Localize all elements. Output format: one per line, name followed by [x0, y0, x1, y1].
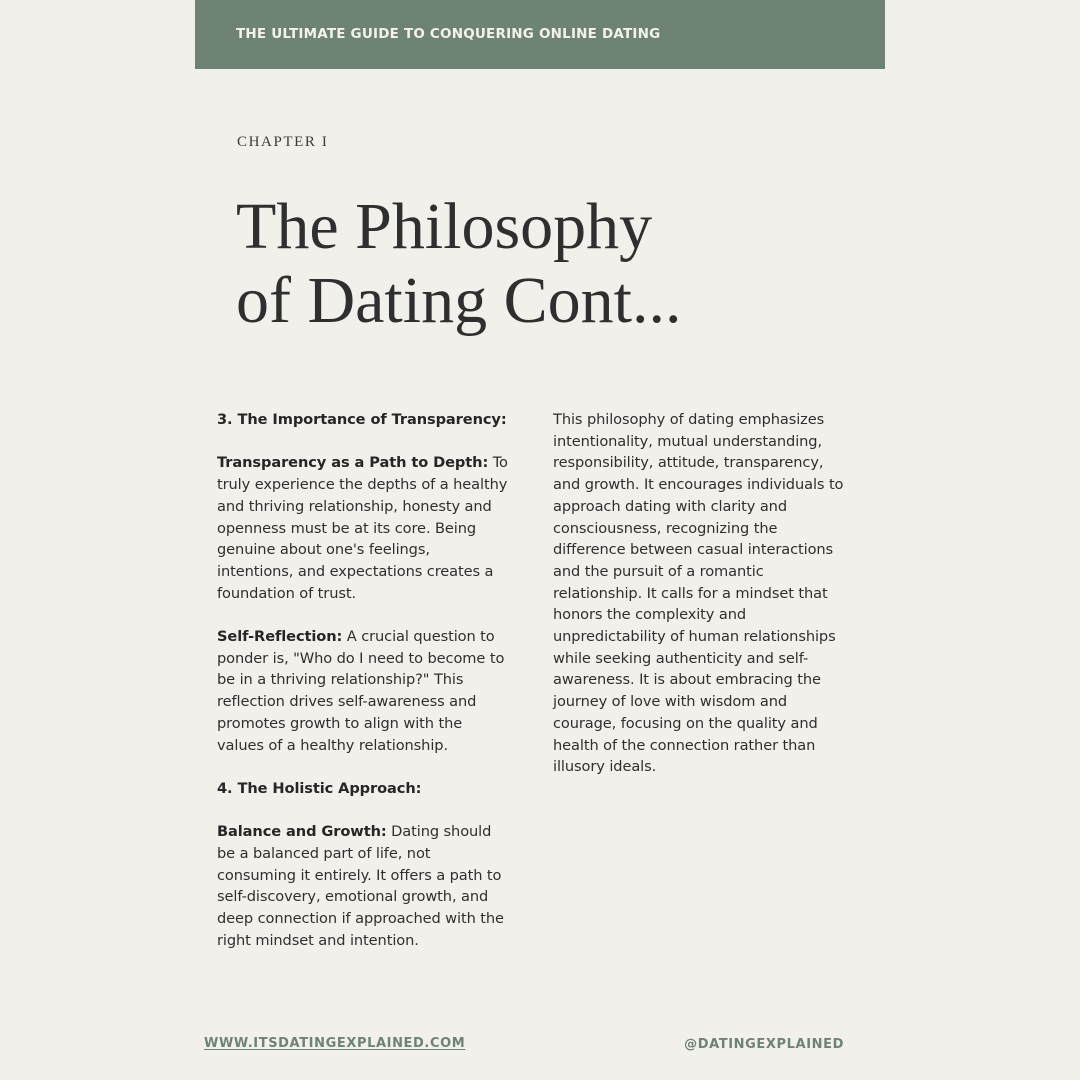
page-title-line-1: The Philosophy [236, 190, 653, 263]
section-heading-holistic: 4. The Holistic Approach: [217, 779, 422, 797]
page-title-line-2: of Dating Cont... [236, 264, 682, 337]
page-title [236, 190, 681, 338]
header-banner [195, 0, 885, 69]
paragraph-balance-growth: Balance and Growth: Dating should be a balanced part of life, not consuming it entirely. It offers a path to self-discovery, emotional growth, and deep connection if approached with the right mindset and intention. [217, 823, 504, 949]
paragraph-transparency-depth: Transparency as a Path to Depth: To truly experience the depths of a healthy and thriving relationship, honesty and openness must be at its core. Being genuine about one's feelings, intentions, and expectations creates a foundation of trust. [217, 454, 508, 602]
guide-title: THE ULTIMATE GUIDE TO CONQUERING ONLINE DATING [236, 26, 661, 42]
section-heading-transparency: 3. The Importance of Transparency: [217, 411, 507, 428]
social-handle: @DATINGEXPLAINED [684, 1037, 844, 1052]
right-column [553, 409, 848, 778]
paragraph-philosophy-summary: This philosophy of dating emphasizes intentionality, mutual understanding, responsibility, attitude, transparency, and growth. It encourages individuals to approach dating with clarity and consciousness, recognizing the difference between casual interactions and the pursuit of a romantic relationship. It calls for a mindset that honors the complexity and unpredictability of human relationships while seeking authenticity and self-awareness. It is about embracing the journey of love with wisdom and courage, focusing on the quality and health of the connection rather than illusory ideals. [553, 411, 844, 776]
chapter-label: CHAPTER I [237, 134, 329, 150]
paragraph-self-reflection: Self-Reflection: A crucial question to ponder is, "Who do I need to become to be in a thriving relationship?" This reflection drives self-awareness and promotes growth to align with the values of a healthy relationship. [217, 628, 505, 754]
left-column [217, 409, 509, 952]
website-link[interactable]: WWW.ITSDATINGEXPLAINED.COM [204, 1036, 466, 1051]
